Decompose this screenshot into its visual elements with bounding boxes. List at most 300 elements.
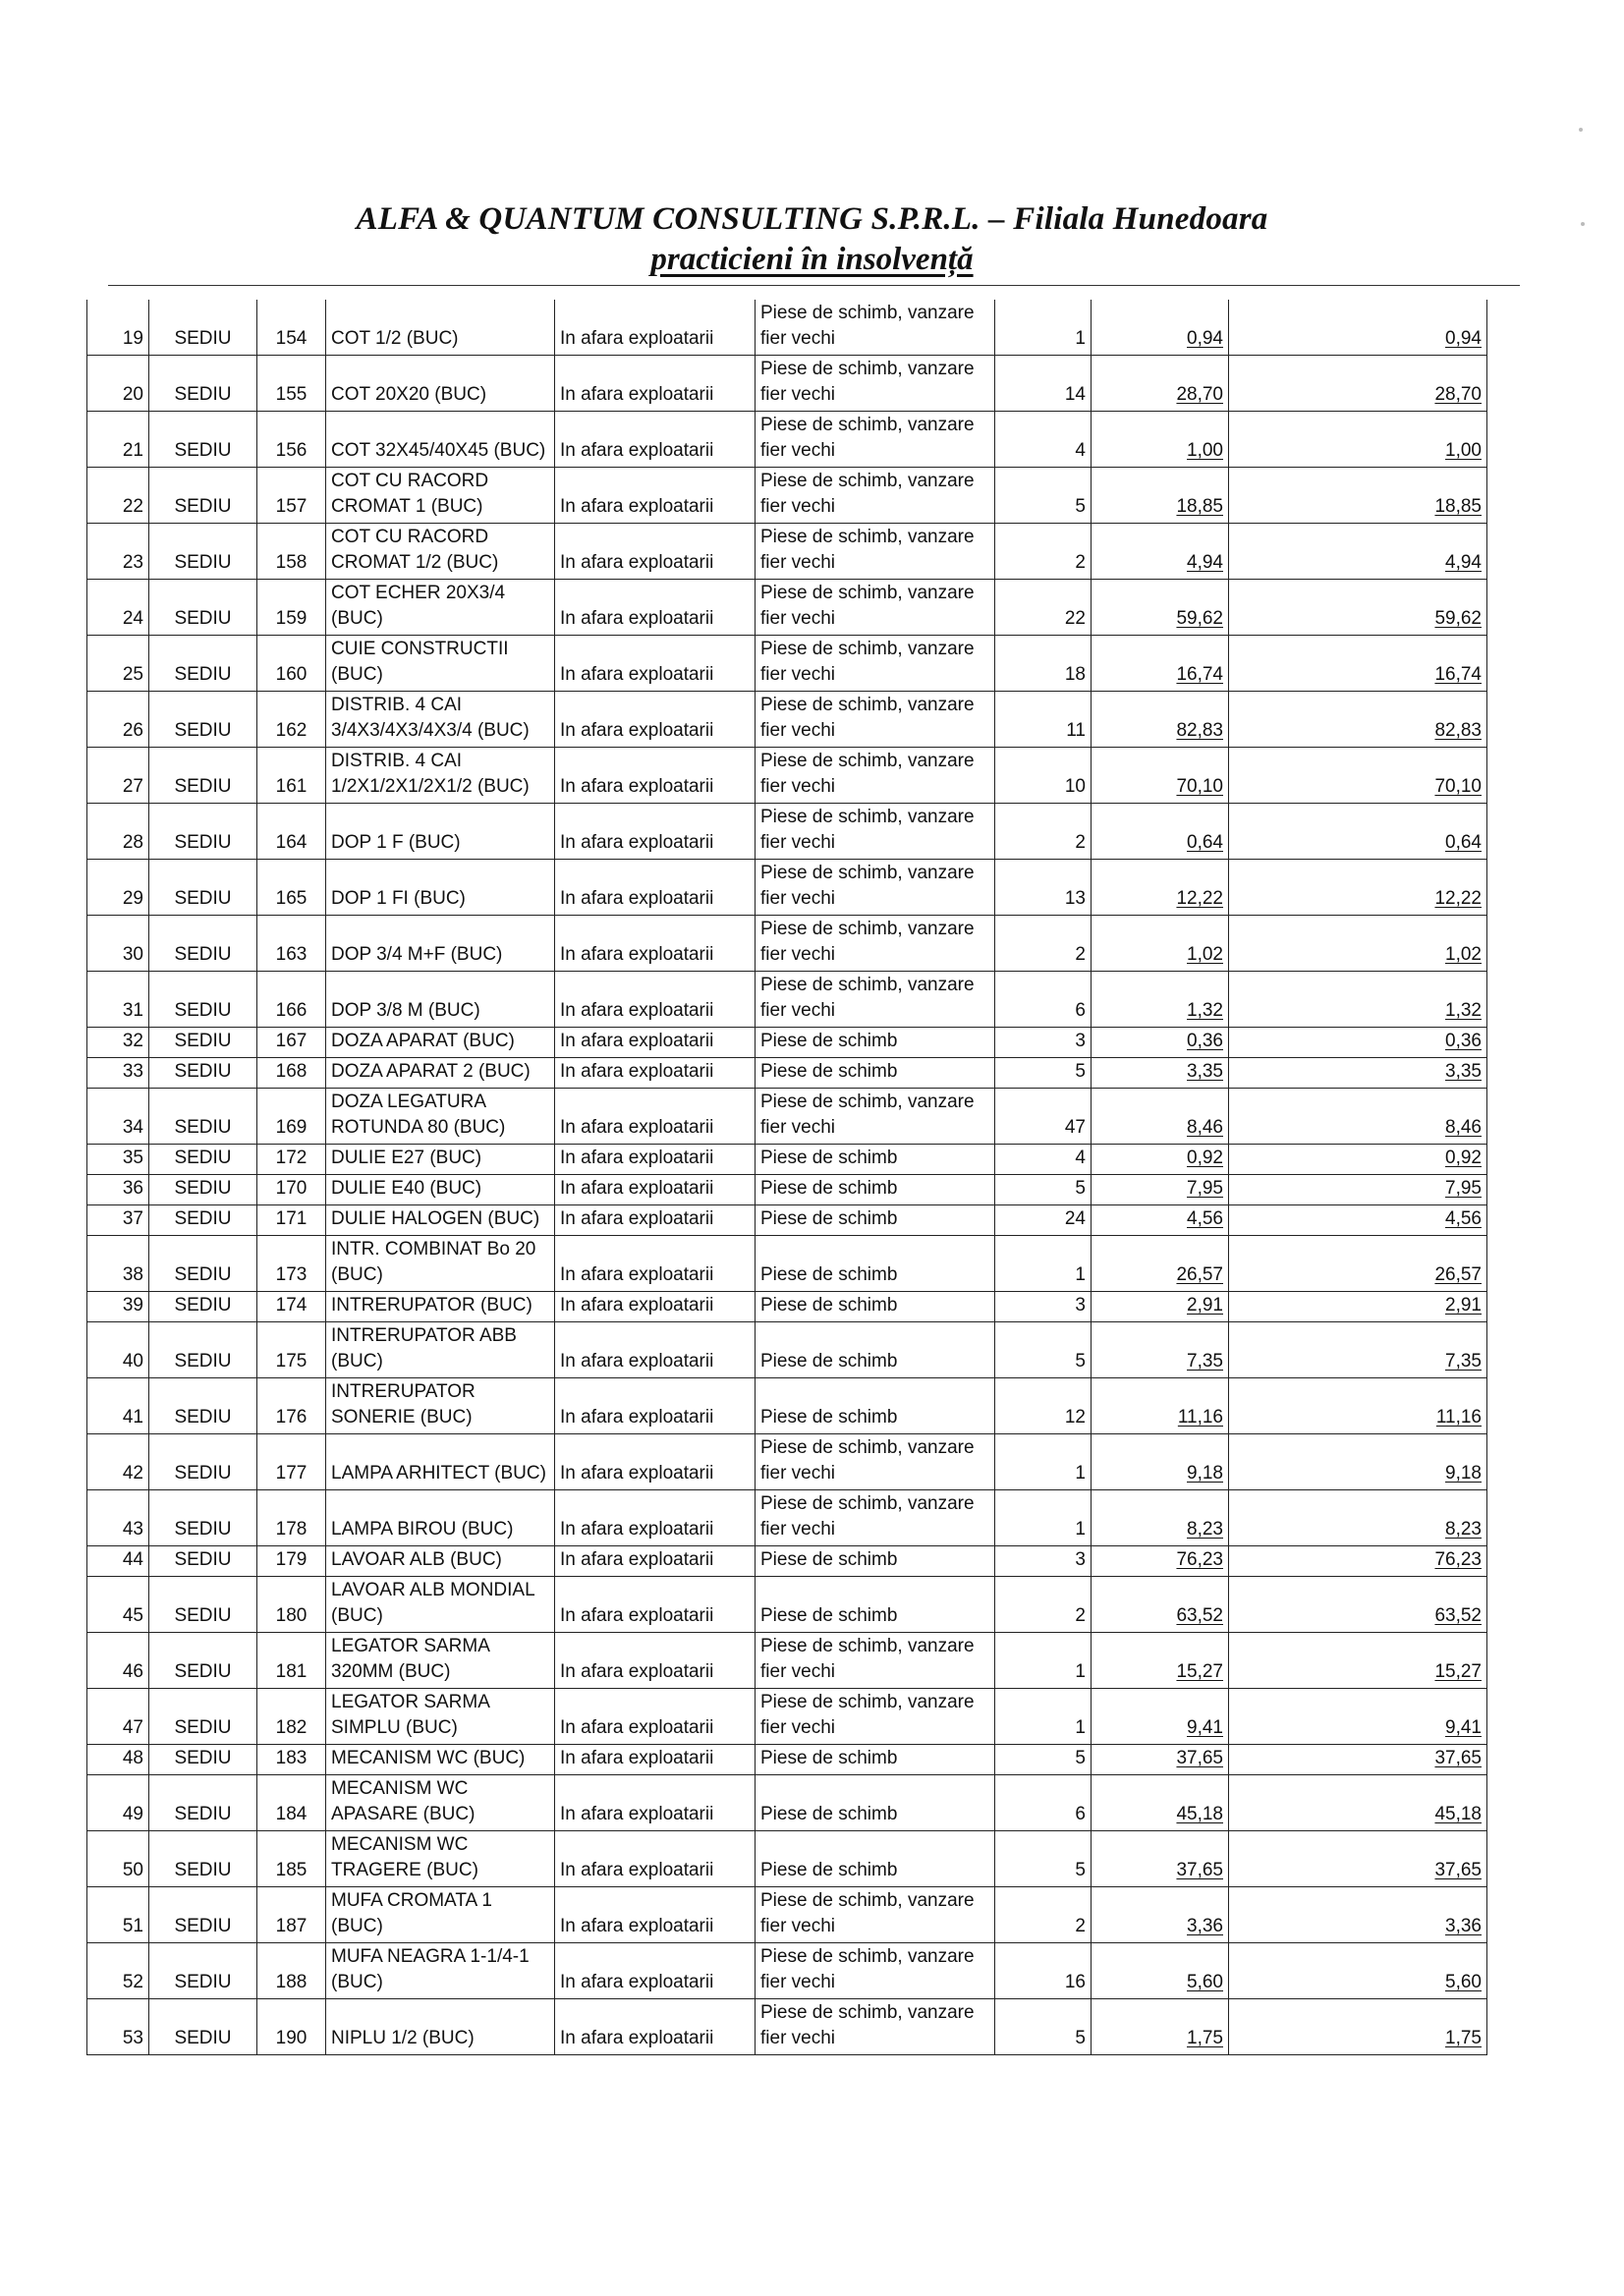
table-row xyxy=(87,916,1487,972)
quantity-cell: 3 xyxy=(995,1292,1092,1322)
row-number: 27 xyxy=(87,748,149,804)
total-value-cell: 16,74 xyxy=(1229,636,1487,692)
destination-cell: Piese de schimb, vanzare fier vechi xyxy=(756,860,995,916)
destination-cell: Piese de schimb, vanzare fier vechi xyxy=(756,1633,995,1689)
code-cell: 180 xyxy=(257,1577,326,1633)
code-cell: 166 xyxy=(257,972,326,1028)
code-cell: 169 xyxy=(257,1089,326,1145)
status-cell: In afara exploatarii xyxy=(555,1292,756,1322)
quantity-cell: 5 xyxy=(995,1322,1092,1378)
code-cell: 167 xyxy=(257,1028,326,1058)
location-cell: SEDIU xyxy=(149,1378,257,1434)
item-name-cell: LAVOAR ALB (BUC) xyxy=(326,1546,555,1577)
code-cell: 184 xyxy=(257,1775,326,1831)
unit-value-cell: 2,91 xyxy=(1092,1292,1229,1322)
location-cell: SEDIU xyxy=(149,1745,257,1775)
code-cell: 179 xyxy=(257,1546,326,1577)
location-cell: SEDIU xyxy=(149,1145,257,1175)
item-name-cell: MUFA NEAGRA 1-1/4-1 (BUC) xyxy=(326,1943,555,1999)
total-value-cell: 70,10 xyxy=(1229,748,1487,804)
quantity-cell: 4 xyxy=(995,412,1092,468)
destination-cell: Piese de schimb xyxy=(756,1175,995,1205)
company-name: ALFA & QUANTUM CONSULTING S.P.R.L. – Filiala Hunedoara xyxy=(356,201,1268,237)
location-cell: SEDIU xyxy=(149,1089,257,1145)
total-value-cell: 59,62 xyxy=(1229,580,1487,636)
location-cell: SEDIU xyxy=(149,1058,257,1089)
item-name-cell: MECANISM WC (BUC) xyxy=(326,1745,555,1775)
status-cell: In afara exploatarii xyxy=(555,636,756,692)
table-row xyxy=(87,1292,1487,1322)
status-cell: In afara exploatarii xyxy=(555,412,756,468)
status-cell: In afara exploatarii xyxy=(555,1689,756,1745)
location-cell: SEDIU xyxy=(149,356,257,412)
row-number: 42 xyxy=(87,1434,149,1490)
status-cell: In afara exploatarii xyxy=(555,1633,756,1689)
total-value-cell: 37,65 xyxy=(1229,1831,1487,1887)
table-row xyxy=(87,1058,1487,1089)
unit-value-cell: 12,22 xyxy=(1092,860,1229,916)
location-cell: SEDIU xyxy=(149,1028,257,1058)
total-value-cell: 1,75 xyxy=(1229,1999,1487,2055)
total-value-cell: 9,41 xyxy=(1229,1689,1487,1745)
destination-cell: Piese de schimb, vanzare fier vechi xyxy=(756,1999,995,2055)
location-cell: SEDIU xyxy=(149,804,257,860)
location-cell: SEDIU xyxy=(149,916,257,972)
location-cell: SEDIU xyxy=(149,1633,257,1689)
status-cell: In afara exploatarii xyxy=(555,972,756,1028)
quantity-cell: 5 xyxy=(995,1745,1092,1775)
destination-cell: Piese de schimb, vanzare fier vechi xyxy=(756,524,995,580)
status-cell: In afara exploatarii xyxy=(555,1322,756,1378)
item-name-cell: DISTRIB. 4 CAI 3/4X3/4X3/4X3/4 (BUC) xyxy=(326,692,555,748)
table-row xyxy=(87,1546,1487,1577)
unit-value-cell: 76,23 xyxy=(1092,1546,1229,1577)
location-cell: SEDIU xyxy=(149,1943,257,1999)
table-row xyxy=(87,1089,1487,1145)
item-name-cell: COT CU RACORD CROMAT 1 (BUC) xyxy=(326,468,555,524)
table-row xyxy=(87,300,1487,356)
status-cell: In afara exploatarii xyxy=(555,1745,756,1775)
destination-cell: Piese de schimb, vanzare fier vechi xyxy=(756,692,995,748)
table-row xyxy=(87,356,1487,412)
unit-value-cell: 16,74 xyxy=(1092,636,1229,692)
destination-cell: Piese de schimb xyxy=(756,1145,995,1175)
unit-value-cell: 45,18 xyxy=(1092,1775,1229,1831)
destination-cell: Piese de schimb, vanzare fier vechi xyxy=(756,1490,995,1546)
status-cell: In afara exploatarii xyxy=(555,1378,756,1434)
table-row xyxy=(87,468,1487,524)
total-value-cell: 11,16 xyxy=(1229,1378,1487,1434)
quantity-cell: 47 xyxy=(995,1089,1092,1145)
quantity-cell: 6 xyxy=(995,1775,1092,1831)
location-cell: SEDIU xyxy=(149,1831,257,1887)
unit-value-cell: 37,65 xyxy=(1092,1831,1229,1887)
code-cell: 176 xyxy=(257,1378,326,1434)
row-number: 22 xyxy=(87,468,149,524)
total-value-cell: 8,23 xyxy=(1229,1490,1487,1546)
unit-value-cell: 8,46 xyxy=(1092,1089,1229,1145)
code-cell: 190 xyxy=(257,1999,326,2055)
code-cell: 174 xyxy=(257,1292,326,1322)
total-value-cell: 28,70 xyxy=(1229,356,1487,412)
row-number: 36 xyxy=(87,1175,149,1205)
table-row xyxy=(87,692,1487,748)
destination-cell: Piese de schimb, vanzare fier vechi xyxy=(756,1887,995,1943)
row-number: 26 xyxy=(87,692,149,748)
row-number: 49 xyxy=(87,1775,149,1831)
code-cell: 177 xyxy=(257,1434,326,1490)
code-cell: 163 xyxy=(257,916,326,972)
location-cell: SEDIU xyxy=(149,692,257,748)
quantity-cell: 16 xyxy=(995,1943,1092,1999)
unit-value-cell: 11,16 xyxy=(1092,1378,1229,1434)
table-row xyxy=(87,1028,1487,1058)
table-row xyxy=(87,580,1487,636)
row-number: 45 xyxy=(87,1577,149,1633)
item-name-cell: DOP 3/4 M+F (BUC) xyxy=(326,916,555,972)
destination-cell: Piese de schimb xyxy=(756,1205,995,1236)
quantity-cell: 22 xyxy=(995,580,1092,636)
quantity-cell: 12 xyxy=(995,1378,1092,1434)
row-number: 38 xyxy=(87,1236,149,1292)
status-cell: In afara exploatarii xyxy=(555,356,756,412)
status-cell: In afara exploatarii xyxy=(555,468,756,524)
quantity-cell: 10 xyxy=(995,748,1092,804)
quantity-cell: 4 xyxy=(995,1145,1092,1175)
destination-cell: Piese de schimb, vanzare fier vechi xyxy=(756,1689,995,1745)
location-cell: SEDIU xyxy=(149,412,257,468)
location-cell: SEDIU xyxy=(149,1175,257,1205)
quantity-cell: 24 xyxy=(995,1205,1092,1236)
location-cell: SEDIU xyxy=(149,1887,257,1943)
row-number: 33 xyxy=(87,1058,149,1089)
destination-cell: Piese de schimb, vanzare fier vechi xyxy=(756,1089,995,1145)
total-value-cell: 82,83 xyxy=(1229,692,1487,748)
quantity-cell: 3 xyxy=(995,1546,1092,1577)
total-value-cell: 76,23 xyxy=(1229,1546,1487,1577)
status-cell: In afara exploatarii xyxy=(555,1205,756,1236)
location-cell: SEDIU xyxy=(149,860,257,916)
quantity-cell: 5 xyxy=(995,1831,1092,1887)
destination-cell: Piese de schimb xyxy=(756,1236,995,1292)
company-subtitle: practicieni în insolvență xyxy=(650,242,974,277)
row-number: 31 xyxy=(87,972,149,1028)
quantity-cell: 18 xyxy=(995,636,1092,692)
status-cell: In afara exploatarii xyxy=(555,1028,756,1058)
total-value-cell: 0,94 xyxy=(1229,300,1487,356)
item-name-cell: LAMPA ARHITECT (BUC) xyxy=(326,1434,555,1490)
destination-cell: Piese de schimb xyxy=(756,1577,995,1633)
destination-cell: Piese de schimb, vanzare fier vechi xyxy=(756,300,995,356)
row-number: 44 xyxy=(87,1546,149,1577)
code-cell: 158 xyxy=(257,524,326,580)
table-row xyxy=(87,1745,1487,1775)
item-name-cell: COT 1/2 (BUC) xyxy=(326,300,555,356)
table-row xyxy=(87,1378,1487,1434)
destination-cell: Piese de schimb xyxy=(756,1831,995,1887)
code-cell: 175 xyxy=(257,1322,326,1378)
location-cell: SEDIU xyxy=(149,1689,257,1745)
total-value-cell: 37,65 xyxy=(1229,1745,1487,1775)
row-number: 48 xyxy=(87,1745,149,1775)
quantity-cell: 2 xyxy=(995,916,1092,972)
location-cell: SEDIU xyxy=(149,1999,257,2055)
unit-value-cell: 0,92 xyxy=(1092,1145,1229,1175)
item-name-cell: INTRERUPATOR (BUC) xyxy=(326,1292,555,1322)
item-name-cell: DULIE HALOGEN (BUC) xyxy=(326,1205,555,1236)
item-name-cell: COT 20X20 (BUC) xyxy=(326,356,555,412)
table-row xyxy=(87,972,1487,1028)
table-row xyxy=(87,1831,1487,1887)
unit-value-cell: 26,57 xyxy=(1092,1236,1229,1292)
item-name-cell: COT CU RACORD CROMAT 1/2 (BUC) xyxy=(326,524,555,580)
item-name-cell: INTRERUPATOR ABB (BUC) xyxy=(326,1322,555,1378)
location-cell: SEDIU xyxy=(149,1546,257,1577)
status-cell: In afara exploatarii xyxy=(555,1546,756,1577)
total-value-cell: 4,94 xyxy=(1229,524,1487,580)
item-name-cell: COT 32X45/40X45 (BUC) xyxy=(326,412,555,468)
location-cell: SEDIU xyxy=(149,636,257,692)
code-cell: 157 xyxy=(257,468,326,524)
total-value-cell: 7,35 xyxy=(1229,1322,1487,1378)
table-row xyxy=(87,1689,1487,1745)
code-cell: 172 xyxy=(257,1145,326,1175)
scan-speck xyxy=(1579,128,1583,132)
total-value-cell: 18,85 xyxy=(1229,468,1487,524)
destination-cell: Piese de schimb, vanzare fier vechi xyxy=(756,468,995,524)
row-number: 34 xyxy=(87,1089,149,1145)
total-value-cell: 45,18 xyxy=(1229,1775,1487,1831)
quantity-cell: 1 xyxy=(995,300,1092,356)
table-row xyxy=(87,1887,1487,1943)
destination-cell: Piese de schimb, vanzare fier vechi xyxy=(756,804,995,860)
destination-cell: Piese de schimb, vanzare fier vechi xyxy=(756,356,995,412)
location-cell: SEDIU xyxy=(149,524,257,580)
row-number: 46 xyxy=(87,1633,149,1689)
total-value-cell: 0,92 xyxy=(1229,1145,1487,1175)
unit-value-cell: 1,75 xyxy=(1092,1999,1229,2055)
destination-cell: Piese de schimb, vanzare fier vechi xyxy=(756,1943,995,1999)
quantity-cell: 2 xyxy=(995,1887,1092,1943)
destination-cell: Piese de schimb, vanzare fier vechi xyxy=(756,972,995,1028)
unit-value-cell: 4,56 xyxy=(1092,1205,1229,1236)
status-cell: In afara exploatarii xyxy=(555,1236,756,1292)
table-row xyxy=(87,1577,1487,1633)
item-name-cell: DOZA APARAT 2 (BUC) xyxy=(326,1058,555,1089)
row-number: 41 xyxy=(87,1378,149,1434)
status-cell: In afara exploatarii xyxy=(555,916,756,972)
item-name-cell: LAVOAR ALB MONDIAL (BUC) xyxy=(326,1577,555,1633)
unit-value-cell: 1,00 xyxy=(1092,412,1229,468)
unit-value-cell: 7,95 xyxy=(1092,1175,1229,1205)
table-row xyxy=(87,1145,1487,1175)
total-value-cell: 3,35 xyxy=(1229,1058,1487,1089)
quantity-cell: 1 xyxy=(995,1236,1092,1292)
total-value-cell: 26,57 xyxy=(1229,1236,1487,1292)
total-value-cell: 63,52 xyxy=(1229,1577,1487,1633)
destination-cell: Piese de schimb, vanzare fier vechi xyxy=(756,916,995,972)
item-name-cell: LAMPA BIROU (BUC) xyxy=(326,1490,555,1546)
destination-cell: Piese de schimb xyxy=(756,1378,995,1434)
quantity-cell: 1 xyxy=(995,1490,1092,1546)
location-cell: SEDIU xyxy=(149,1490,257,1546)
item-name-cell: DULIE E27 (BUC) xyxy=(326,1145,555,1175)
total-value-cell: 9,18 xyxy=(1229,1434,1487,1490)
status-cell: In afara exploatarii xyxy=(555,300,756,356)
inventory-table xyxy=(86,300,1487,2055)
table-row xyxy=(87,1175,1487,1205)
unit-value-cell: 3,35 xyxy=(1092,1058,1229,1089)
quantity-cell: 2 xyxy=(995,804,1092,860)
unit-value-cell: 70,10 xyxy=(1092,748,1229,804)
unit-value-cell: 28,70 xyxy=(1092,356,1229,412)
row-number: 43 xyxy=(87,1490,149,1546)
unit-value-cell: 5,60 xyxy=(1092,1943,1229,1999)
code-cell: 162 xyxy=(257,692,326,748)
location-cell: SEDIU xyxy=(149,1577,257,1633)
status-cell: In afara exploatarii xyxy=(555,692,756,748)
table-row xyxy=(87,636,1487,692)
unit-value-cell: 1,32 xyxy=(1092,972,1229,1028)
table-row xyxy=(87,412,1487,468)
status-cell: In afara exploatarii xyxy=(555,1145,756,1175)
inventory-rows xyxy=(87,300,1487,2055)
item-name-cell: INTR. COMBINAT Bo 20 (BUC) xyxy=(326,1236,555,1292)
row-number: 23 xyxy=(87,524,149,580)
row-number: 39 xyxy=(87,1292,149,1322)
row-number: 37 xyxy=(87,1205,149,1236)
quantity-cell: 13 xyxy=(995,860,1092,916)
code-cell: 164 xyxy=(257,804,326,860)
status-cell: In afara exploatarii xyxy=(555,1577,756,1633)
destination-cell: Piese de schimb xyxy=(756,1058,995,1089)
location-cell: SEDIU xyxy=(149,580,257,636)
code-cell: 170 xyxy=(257,1175,326,1205)
location-cell: SEDIU xyxy=(149,748,257,804)
table-row xyxy=(87,1775,1487,1831)
total-value-cell: 3,36 xyxy=(1229,1887,1487,1943)
quantity-cell: 1 xyxy=(995,1689,1092,1745)
item-name-cell: DOZA LEGATURA ROTUNDA 80 (BUC) xyxy=(326,1089,555,1145)
status-cell: In afara exploatarii xyxy=(555,804,756,860)
code-cell: 185 xyxy=(257,1831,326,1887)
status-cell: In afara exploatarii xyxy=(555,1831,756,1887)
location-cell: SEDIU xyxy=(149,972,257,1028)
row-number: 25 xyxy=(87,636,149,692)
table-row xyxy=(87,1999,1487,2055)
code-cell: 183 xyxy=(257,1745,326,1775)
unit-value-cell: 15,27 xyxy=(1092,1633,1229,1689)
destination-cell: Piese de schimb xyxy=(756,1745,995,1775)
table-row xyxy=(87,1205,1487,1236)
unit-value-cell: 3,36 xyxy=(1092,1887,1229,1943)
code-cell: 160 xyxy=(257,636,326,692)
unit-value-cell: 8,23 xyxy=(1092,1490,1229,1546)
item-name-cell: COT ECHER 20X3/4 (BUC) xyxy=(326,580,555,636)
document-header xyxy=(0,201,1624,278)
item-name-cell: DULIE E40 (BUC) xyxy=(326,1175,555,1205)
destination-cell: Piese de schimb xyxy=(756,1546,995,1577)
row-number: 32 xyxy=(87,1028,149,1058)
status-cell: In afara exploatarii xyxy=(555,1999,756,2055)
row-number: 40 xyxy=(87,1322,149,1378)
total-value-cell: 1,00 xyxy=(1229,412,1487,468)
header-rule xyxy=(108,285,1520,286)
unit-value-cell: 18,85 xyxy=(1092,468,1229,524)
item-name-cell: DOP 1 F (BUC) xyxy=(326,804,555,860)
total-value-cell: 1,32 xyxy=(1229,972,1487,1028)
code-cell: 168 xyxy=(257,1058,326,1089)
code-cell: 181 xyxy=(257,1633,326,1689)
quantity-cell: 3 xyxy=(995,1028,1092,1058)
code-cell: 178 xyxy=(257,1490,326,1546)
status-cell: In afara exploatarii xyxy=(555,1775,756,1831)
total-value-cell: 15,27 xyxy=(1229,1633,1487,1689)
row-number: 21 xyxy=(87,412,149,468)
status-cell: In afara exploatarii xyxy=(555,1434,756,1490)
location-cell: SEDIU xyxy=(149,1292,257,1322)
code-cell: 171 xyxy=(257,1205,326,1236)
status-cell: In afara exploatarii xyxy=(555,1175,756,1205)
destination-cell: Piese de schimb, vanzare fier vechi xyxy=(756,412,995,468)
status-cell: In afara exploatarii xyxy=(555,860,756,916)
unit-value-cell: 1,02 xyxy=(1092,916,1229,972)
status-cell: In afara exploatarii xyxy=(555,1089,756,1145)
code-cell: 159 xyxy=(257,580,326,636)
item-name-cell: MUFA CROMATA 1 (BUC) xyxy=(326,1887,555,1943)
quantity-cell: 5 xyxy=(995,468,1092,524)
table-row xyxy=(87,1633,1487,1689)
quantity-cell: 5 xyxy=(995,1999,1092,2055)
total-value-cell: 12,22 xyxy=(1229,860,1487,916)
row-number: 35 xyxy=(87,1145,149,1175)
code-cell: 155 xyxy=(257,356,326,412)
item-name-cell: DISTRIB. 4 CAI 1/2X1/2X1/2X1/2 (BUC) xyxy=(326,748,555,804)
total-value-cell: 0,36 xyxy=(1229,1028,1487,1058)
quantity-cell: 11 xyxy=(995,692,1092,748)
table-row xyxy=(87,524,1487,580)
unit-value-cell: 9,41 xyxy=(1092,1689,1229,1745)
total-value-cell: 2,91 xyxy=(1229,1292,1487,1322)
unit-value-cell: 9,18 xyxy=(1092,1434,1229,1490)
table-row xyxy=(87,860,1487,916)
item-name-cell: INTRERUPATOR SONERIE (BUC) xyxy=(326,1378,555,1434)
quantity-cell: 2 xyxy=(995,524,1092,580)
row-number: 24 xyxy=(87,580,149,636)
scan-speck xyxy=(1581,222,1585,226)
table-row xyxy=(87,804,1487,860)
unit-value-cell: 63,52 xyxy=(1092,1577,1229,1633)
item-name-cell: CUIE CONSTRUCTII (BUC) xyxy=(326,636,555,692)
status-cell: In afara exploatarii xyxy=(555,1943,756,1999)
destination-cell: Piese de schimb xyxy=(756,1775,995,1831)
total-value-cell: 7,95 xyxy=(1229,1175,1487,1205)
location-cell: SEDIU xyxy=(149,1434,257,1490)
unit-value-cell: 0,64 xyxy=(1092,804,1229,860)
code-cell: 187 xyxy=(257,1887,326,1943)
item-name-cell: MECANISM WC TRAGERE (BUC) xyxy=(326,1831,555,1887)
item-name-cell: LEGATOR SARMA 320MM (BUC) xyxy=(326,1633,555,1689)
row-number: 51 xyxy=(87,1887,149,1943)
total-value-cell: 5,60 xyxy=(1229,1943,1487,1999)
row-number: 29 xyxy=(87,860,149,916)
row-number: 53 xyxy=(87,1999,149,2055)
row-number: 30 xyxy=(87,916,149,972)
unit-value-cell: 4,94 xyxy=(1092,524,1229,580)
unit-value-cell: 59,62 xyxy=(1092,580,1229,636)
unit-value-cell: 82,83 xyxy=(1092,692,1229,748)
code-cell: 165 xyxy=(257,860,326,916)
